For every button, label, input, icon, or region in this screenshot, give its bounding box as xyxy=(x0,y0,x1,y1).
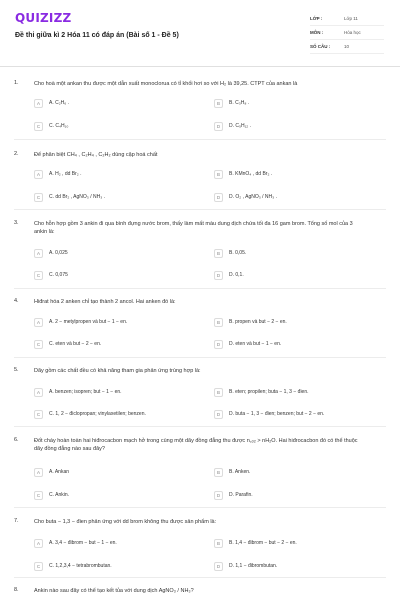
question-divider xyxy=(14,357,386,358)
option-text: C. dd Br₂ , AgNO₃ / NH₃ . xyxy=(49,194,106,200)
meta-key: SỐ CÂU : xyxy=(310,44,331,49)
option-letter-badge: D xyxy=(214,491,223,500)
meta-value: Lớp 11 xyxy=(344,16,358,21)
option-letter-badge: B xyxy=(214,170,223,179)
option-text: D. eten và but − 1 − en. xyxy=(229,341,282,347)
option-letter-badge: B xyxy=(214,468,223,477)
option-text: A. 2 − metylpropen và but − 1 − en. xyxy=(49,319,128,325)
option-d[interactable] xyxy=(214,561,277,571)
option-c[interactable] xyxy=(34,192,105,202)
meta-key: LỚP : xyxy=(310,16,323,21)
question-divider xyxy=(14,507,386,508)
option-letter-badge: D xyxy=(214,562,223,571)
option-text: C. eten và but − 2 − en. xyxy=(49,341,102,347)
document-title: Đề thi giữa kì 2 Hóa 11 có đáp án (Bài số 1 - Đề 5) xyxy=(15,32,179,39)
option-b[interactable] xyxy=(214,467,250,477)
option-d[interactable] xyxy=(214,270,244,280)
option-letter-badge: A xyxy=(34,468,43,477)
option-text: D. 0,1. xyxy=(229,272,244,278)
option-d[interactable] xyxy=(214,192,277,202)
option-a[interactable] xyxy=(34,98,69,108)
option-d[interactable] xyxy=(214,409,324,419)
option-text: B. 0,05. xyxy=(229,250,247,256)
option-text: C. 1,2,3,4 − tetrabrombutan. xyxy=(49,563,112,569)
question-number: 7. xyxy=(14,518,19,524)
question-text: Cho buta − 1,3 − đien phản ứng với dd brom không thu được sản phẩm là: xyxy=(34,519,217,525)
option-text: B. eten; propilen; buta − 1, 3 − đien. xyxy=(229,389,309,395)
option-letter-badge: A xyxy=(34,99,43,108)
option-letter-badge: C xyxy=(34,122,43,131)
option-text: A. benzen; isopren; but − 1 − en. xyxy=(49,389,122,395)
option-c[interactable] xyxy=(34,339,101,349)
option-letter-badge: C xyxy=(34,562,43,571)
question-number: 1. xyxy=(14,80,19,86)
option-b[interactable] xyxy=(214,98,249,108)
option-text: B. KMnO₄ , dd Br₂ . xyxy=(229,171,273,177)
option-letter-badge: A xyxy=(34,318,43,327)
option-c[interactable] xyxy=(34,561,112,571)
question-number: 6. xyxy=(14,437,19,443)
question-divider xyxy=(14,139,386,140)
option-letter-badge: D xyxy=(214,410,223,419)
question-text: Cho hoà một ankan thu được một dẫn xuất monoclorua có tỉ khối hơi so với H₂ là 39,25. CTPT của ankan là xyxy=(34,81,298,87)
option-text: A. Ankan xyxy=(49,469,70,475)
meta-value: 10 xyxy=(344,44,350,49)
option-d[interactable] xyxy=(214,490,253,500)
meta-table xyxy=(310,12,384,54)
option-text: B. propen và but − 2 − en. xyxy=(229,319,287,325)
option-letter-badge: B xyxy=(214,318,223,327)
meta-row-count xyxy=(310,40,384,54)
option-text: D. Parafin. xyxy=(229,492,253,498)
option-text: C. 1, 2 − điclopropan; vinylaxetilen; benzen. xyxy=(49,411,146,417)
option-a[interactable] xyxy=(34,467,69,477)
option-letter-badge: A xyxy=(34,539,43,548)
question-divider xyxy=(14,577,386,578)
option-a[interactable] xyxy=(34,317,127,327)
option-c[interactable] xyxy=(34,121,68,131)
option-letter-badge: B xyxy=(214,388,223,397)
option-a[interactable] xyxy=(34,538,117,548)
option-letter-badge: C xyxy=(34,193,43,202)
option-b[interactable] xyxy=(214,317,287,327)
question-divider xyxy=(14,426,386,427)
option-text: A. 3,4 − đibrom − but − 1 − en. xyxy=(49,540,117,546)
option-letter-badge: A xyxy=(34,170,43,179)
header-divider xyxy=(0,66,400,67)
option-text: C. 0,075 xyxy=(49,272,68,278)
option-c[interactable] xyxy=(34,409,146,419)
option-a[interactable] xyxy=(34,248,68,258)
option-b[interactable] xyxy=(214,169,272,179)
question-text: Đốt cháy hoàn toàn hai hiđrocacbon mạch hở trong cùng một dãy đồng đẳng thu được n꜀ₒ₂ > nH₂O. Hai hiđrocacbon đó có thể thuộc dãy đồng đẳng nào sau đây? xyxy=(34,438,358,452)
option-letter-badge: A xyxy=(34,388,43,397)
question-number: 2. xyxy=(14,151,19,157)
option-text: D. buta − 1, 3 − đien; benzen; but − 2 − en. xyxy=(229,411,325,417)
option-d[interactable] xyxy=(214,121,251,131)
page-header xyxy=(0,0,400,66)
question-divider xyxy=(14,209,386,210)
question-text: Dãy gồm các chất đều có khả năng tham gia phản ứng trùng hợp là: xyxy=(34,368,201,374)
meta-value: Hóa học xyxy=(344,30,361,35)
option-a[interactable] xyxy=(34,387,122,397)
option-d[interactable] xyxy=(214,339,281,349)
meta-row-subject xyxy=(310,26,384,40)
meta-row-class xyxy=(310,12,384,26)
question-number: 5. xyxy=(14,367,19,373)
option-b[interactable] xyxy=(214,538,297,548)
option-letter-badge: B xyxy=(214,539,223,548)
question-divider xyxy=(14,288,386,289)
question-number: 8. xyxy=(14,587,19,593)
option-letter-badge: C xyxy=(34,340,43,349)
option-letter-badge: D xyxy=(214,193,223,202)
option-text: D. O₂ , AgNO₃ / NH₃ . xyxy=(229,194,277,200)
option-letter-badge: A xyxy=(34,249,43,258)
option-letter-badge: D xyxy=(214,122,223,131)
option-letter-badge: B xyxy=(214,249,223,258)
option-text: A. H₂ , dd Br₂ . xyxy=(49,171,82,177)
meta-key: MÔN : xyxy=(310,30,324,35)
option-text: A. C₂H₆ . xyxy=(49,100,70,106)
question-text: Hiđrat hóa 2 anken chỉ tạo thành 2 ancol. Hai anken đó là: xyxy=(34,299,176,305)
quizizz-logo: QUIZIZZ xyxy=(15,11,72,25)
option-text: B. Anken. xyxy=(229,469,251,475)
question-text: Cho hỗn hợp gồm 3 ankin đi qua bình đựng nước brom, thấy làm mất màu dung dịch chứa tối đa 16 gam brom. Tổng số mol của 3 ankin là: xyxy=(34,221,353,235)
option-c[interactable] xyxy=(34,270,68,280)
option-letter-badge: D xyxy=(214,271,223,280)
option-text: D. 1,1 − đibrombutan. xyxy=(229,563,278,569)
option-b[interactable] xyxy=(214,387,309,397)
option-letter-badge: B xyxy=(214,99,223,108)
option-text: C. C₄H₁₀ xyxy=(49,123,69,129)
option-letter-badge: C xyxy=(34,410,43,419)
question-number: 4. xyxy=(14,298,19,304)
option-text: D. C₅H₁₂ . xyxy=(229,123,252,129)
option-a[interactable] xyxy=(34,169,82,179)
option-b[interactable] xyxy=(214,248,246,258)
option-text: C. Ankin. xyxy=(49,492,70,498)
option-text: A. 0,025 xyxy=(49,250,68,256)
option-letter-badge: C xyxy=(34,271,43,280)
option-text: B. 1,4 − đibrom − but − 2 − en. xyxy=(229,540,297,546)
option-letter-badge: D xyxy=(214,340,223,349)
option-letter-badge: C xyxy=(34,491,43,500)
question-text: Để phân biệt CH₄ , C₂H₄ , C₂H₂ dùng cặp hoá chất xyxy=(34,152,158,158)
question-text: Ankin nào sau đây có thể tạo kết tủa với dung dịch AgNO₃ / NH₃? xyxy=(34,588,194,594)
question-number: 3. xyxy=(14,220,19,226)
option-text: B. C₃H₈ . xyxy=(229,100,250,106)
option-c[interactable] xyxy=(34,490,69,500)
